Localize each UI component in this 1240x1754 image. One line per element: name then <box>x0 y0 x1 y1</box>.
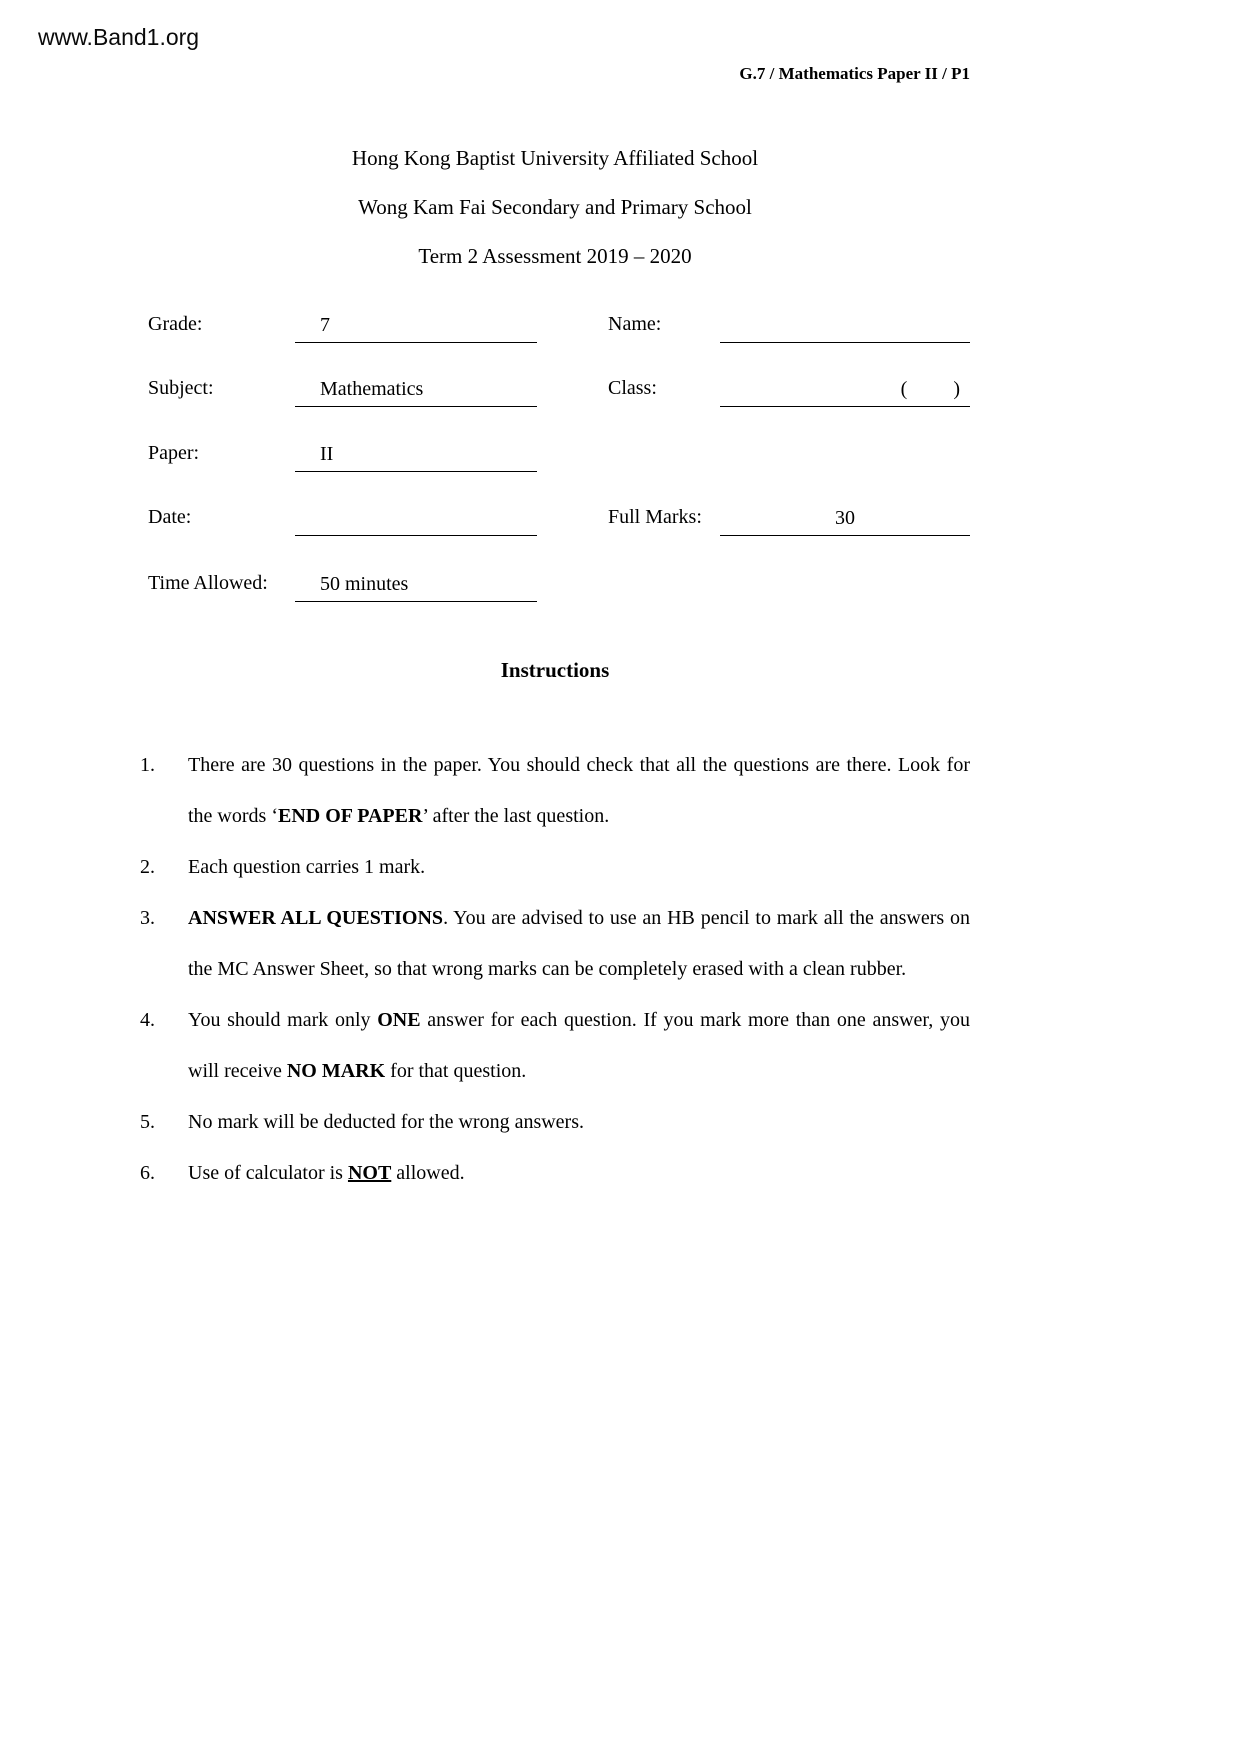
instructions-heading: Instructions <box>500 658 610 682</box>
instruction-item <box>140 1148 970 1199</box>
instruction-number: 6. <box>140 1162 155 1184</box>
name-label: Name: <box>608 313 662 335</box>
full-marks-value-field: 30 <box>720 498 970 536</box>
instruction-segment: . You are advised to use an HB pencil to mark all the answers on the MC Answer Sheet, so that wrong marks can be completely erased with a clean rubber. <box>188 907 970 980</box>
instruction-segment: Each question carries 1 mark. <box>188 856 426 878</box>
grade-label: Grade: <box>148 313 203 335</box>
instruction-segment: NOT <box>347 1162 392 1184</box>
instruction-segment: allowed. <box>391 1162 465 1184</box>
instruction-number: 4. <box>140 1009 155 1031</box>
instruction-segment: NO MARK <box>286 1060 386 1082</box>
class-close-paren: ) <box>953 378 960 400</box>
instruction-text <box>188 893 970 995</box>
full-marks-label: Full Marks: <box>608 506 702 528</box>
form-row-date-fullmarks <box>140 498 970 536</box>
form-row-paper <box>140 434 970 472</box>
class-open-paren: ( <box>900 378 908 400</box>
school-name-line1: Hong Kong Baptist University Affiliated School <box>351 146 759 170</box>
title-block <box>140 134 970 281</box>
time-allowed-label: Time Allowed: <box>148 572 268 594</box>
instruction-item <box>140 893 970 995</box>
paper-value-field: II <box>295 434 537 472</box>
instruction-text <box>188 740 970 842</box>
instruction-text <box>188 1148 970 1199</box>
instruction-segment: END OF PAPER <box>277 805 423 827</box>
instruction-segment: ONE <box>377 1009 421 1031</box>
exam-info-form <box>140 300 970 630</box>
instruction-number: 1. <box>140 754 155 776</box>
instruction-segment: There are 30 questions in the paper. You should check that all the questions are there. Look for the words ‘ <box>188 754 970 827</box>
school-name-line2: Wong Kam Fai Secondary and Primary School <box>358 195 752 219</box>
name-value-field <box>720 305 970 343</box>
instruction-item <box>140 995 970 1097</box>
band1-watermark: www.Band1.org <box>38 24 200 50</box>
instruction-segment: for that question. <box>385 1060 527 1082</box>
instruction-segment: ANSWER ALL QUESTIONS <box>188 907 444 929</box>
instruction-segment: ’ after the last question. <box>422 805 610 827</box>
date-value-field <box>295 498 537 536</box>
page-content <box>140 60 970 1754</box>
subject-value-field: Mathematics <box>295 369 537 407</box>
form-row-subject-class <box>140 369 970 407</box>
date-label: Date: <box>148 506 192 528</box>
instruction-text <box>188 1097 970 1148</box>
instruction-segment: Use of calculator is <box>188 1162 348 1184</box>
doc-reference: G.7 / Mathematics Paper II / P1 <box>739 64 970 83</box>
form-row-grade-name <box>140 305 970 343</box>
form-row-time-allowed <box>140 564 970 602</box>
subject-label: Subject: <box>148 377 214 399</box>
instruction-number: 3. <box>140 907 155 929</box>
instruction-number: 2. <box>140 856 155 878</box>
paper-label: Paper: <box>148 442 200 464</box>
class-label: Class: <box>608 377 657 399</box>
instruction-segment: You should mark only <box>188 1009 378 1031</box>
instruction-segment: answer for each question. If you mark more than one answer, you will receive <box>188 1009 970 1082</box>
instruction-item <box>140 740 970 842</box>
class-value-field <box>720 369 970 407</box>
grade-value-field: 7 <box>295 305 537 343</box>
instruction-segment: No mark will be deducted for the wrong answers. <box>188 1111 584 1133</box>
instruction-item <box>140 842 970 893</box>
instruction-text <box>188 995 970 1097</box>
instruction-text <box>188 842 970 893</box>
assessment-title: Term 2 Assessment 2019 – 2020 <box>418 244 692 268</box>
time-allowed-value-field: 50 minutes <box>295 564 537 602</box>
instructions-list <box>140 740 970 1199</box>
instruction-number: 5. <box>140 1111 155 1133</box>
instruction-item <box>140 1097 970 1148</box>
